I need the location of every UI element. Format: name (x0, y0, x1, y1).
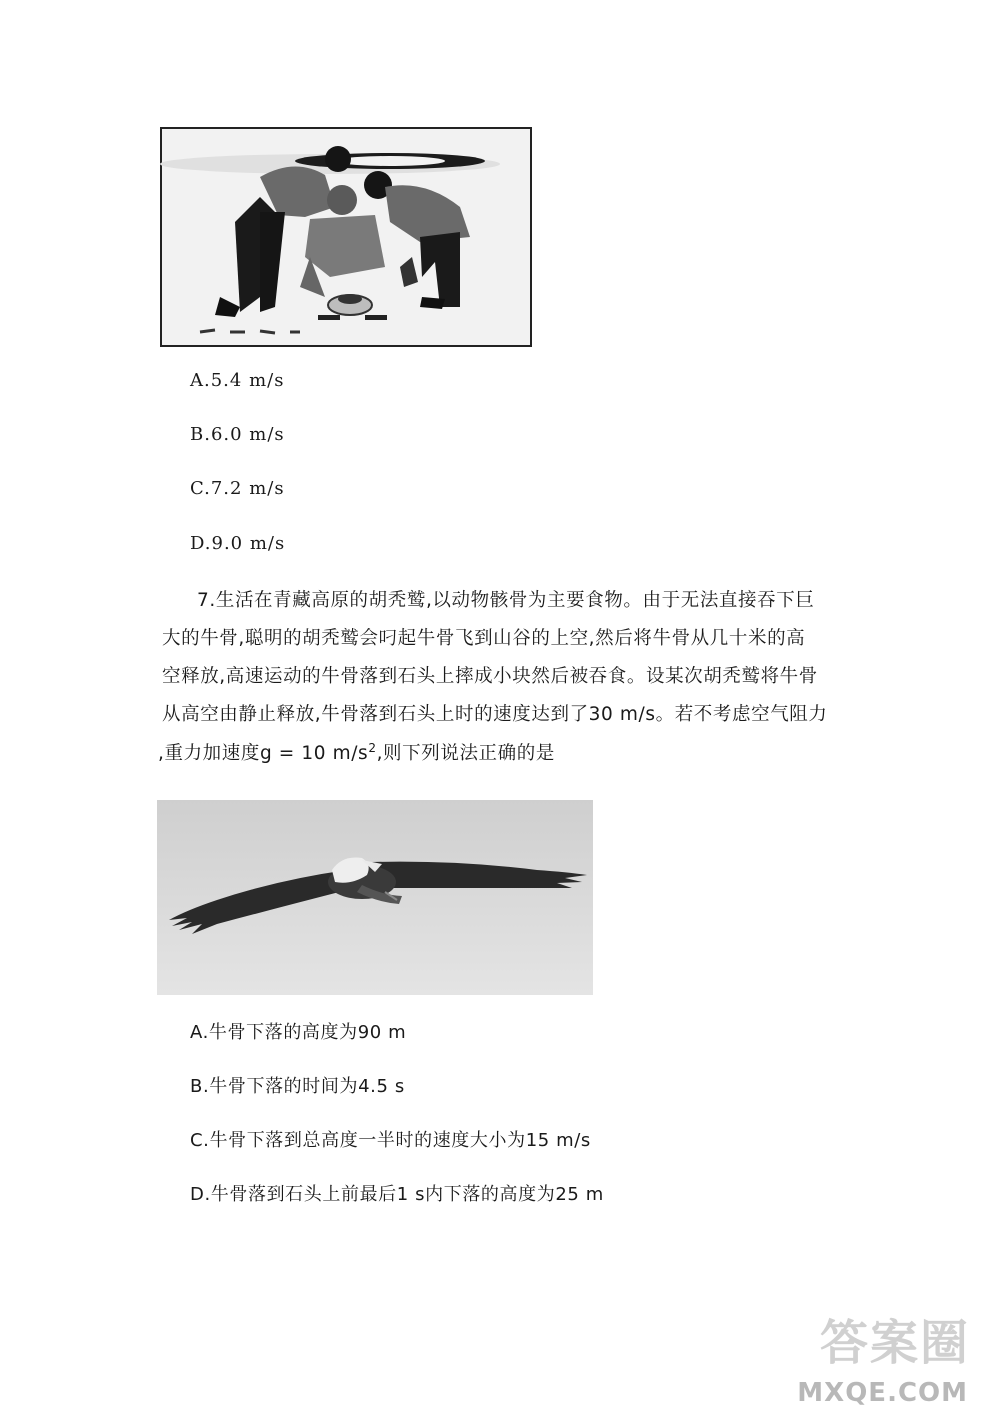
q6-option-b: B.6.0 m/s (190, 424, 285, 445)
q7-stem-line-4: 从高空由静止释放,牛骨落到石头上时的速度达到了30 m/s。若不考虑空气阻力 (162, 704, 828, 725)
q7-stem-line-5 (158, 739, 555, 765)
q7-stem-line-1: 7.生活在青藏高原的胡秃鹫,以动物骸骨为主要食物。由于无法直接吞下巨 (197, 590, 815, 611)
q6-option-d: D.9.0 m/s (190, 533, 286, 554)
vulture-figure (157, 800, 593, 995)
curling-figure (160, 127, 532, 347)
q7-option-a: A.牛骨下落的高度为90 m (190, 1022, 407, 1043)
q7-stem-line-2: 大的牛骨,聪明的胡秃鹫会叼起牛骨飞到山谷的上空,然后将牛骨从几十米的高 (162, 628, 806, 649)
q7-exponent: 2 (368, 740, 377, 755)
q6-option-c: C.7.2 m/s (190, 478, 285, 499)
q7-option-c: C.牛骨下落到总高度一半时的速度大小为15 m/s (190, 1130, 591, 1151)
q7-stem-line-5-suffix: ,则下列说法正确的是 (376, 743, 555, 764)
watermark-text: 答案圈 (820, 1315, 971, 1371)
q7-stem-line-3: 空释放,高速运动的牛骨落到石头上摔成小块然后被吞食。设某次胡秃鹫将牛骨 (162, 666, 818, 687)
q7-option-d: D.牛骨落到石头上前最后1 s内下落的高度为25 m (190, 1184, 604, 1205)
q7-option-b: B.牛骨下落的时间为4.5 s (190, 1076, 405, 1097)
watermark-site: MXQE.COM (797, 1378, 968, 1408)
q7-stem-line-5-prefix: ,重力加速度g = 10 m/s (158, 743, 369, 764)
curling-photo (160, 127, 532, 347)
vulture-photo (157, 800, 593, 995)
q6-option-a: A.5.4 m/s (190, 370, 285, 391)
